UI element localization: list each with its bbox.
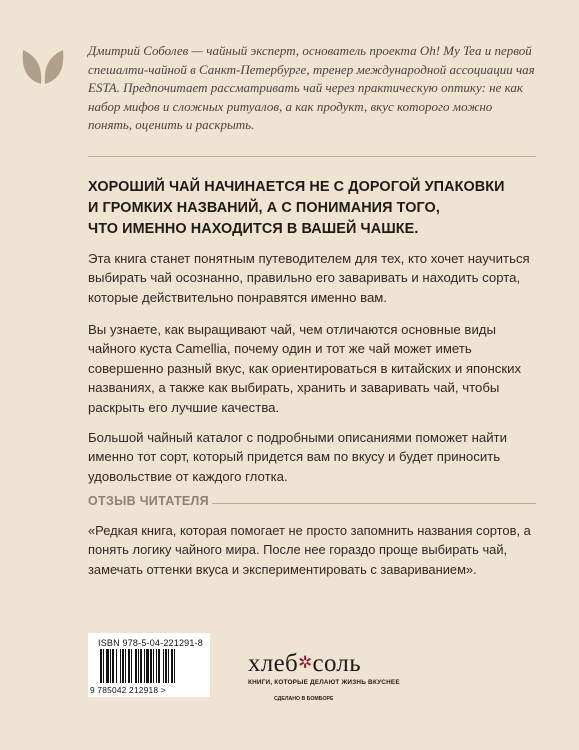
publisher-made-in: СДЕЛАНО В БОМБОРЕ: [274, 696, 334, 702]
review-heading: ОТЗЫВ ЧИТАТЕЛЯ: [88, 494, 209, 508]
review-divider: [212, 503, 536, 504]
description-paragraph-2: Вы узнаете, как выращивают чай, чем отличаются основные виды чайного куста Camellia, почему один и тот же чай может иметь совершенно разный вкус, как ориентироваться в китайских и японских названиях, а также как выбирать, хранить и заваривать чай, чтобы раскрыть его лучшие качества.: [88, 322, 522, 415]
lead-line: И ГРОМКИХ НАЗВАНИЙ, А С ПОНИМАНИЯ ТОГО,: [88, 200, 440, 216]
isbn-label: ISBN 978-5-04-221291-8: [98, 638, 203, 648]
lead-line: ЧТО ИМЕННО НАХОДИТСЯ В ВАШЕЙ ЧАШКЕ.: [88, 221, 419, 237]
publisher-logo: [248, 650, 400, 702]
publisher-mark-icon: ✲: [298, 653, 313, 672]
publisher-name: хлеб✲соль: [248, 650, 361, 677]
barcode-image: [100, 649, 198, 683]
leaf-logo-icon: [20, 44, 66, 86]
lead-text: [88, 177, 540, 240]
lead-line: ХОРОШИЙ ЧАЙ НАЧИНАЕТСЯ НЕ С ДОРОГОЙ УПАКОВКИ: [88, 179, 505, 195]
author-bio: Дмитрий Соболев — чайный эксперт, основатель проекта Oh! My Tea и первой спешалти-чайной в Санкт-Петербурге, тренер международной ассоциации чая ESTA. Предпочитает рассматривать чай через практическую оптику: не как набор мифов и сложных ритуалов, а как продукт, вкус которого можно понять, оценить и раскрыть.: [88, 43, 535, 132]
description-paragraph-1: Эта книга станет понятным путеводителем для тех, кто хочет научиться выбирать чай осознанно, правильно его заваривать и находить сорта, которые действительно понравятся именно вам.: [88, 251, 530, 305]
barcode-digits: 9 785042 212918 >: [90, 685, 166, 695]
barcode-block: [88, 633, 210, 697]
description-paragraph-3: Большой чайный каталог с подробными описаниями поможет найти именно тот сорт, который придется вам по вкусу и будет приносить удовольствие от каждого глотка.: [88, 430, 507, 484]
bio-divider: [88, 156, 536, 157]
review-quote: «Редкая книга, которая помогает не просто запомнить названия сортов, а понять логику чайного мира. После нее гораздо проще выбирать чай, замечать оттенки вкуса и экспериментировать с завариванием».: [88, 523, 531, 577]
publisher-slogan: КНИГИ, КОТОРЫЕ ДЕЛАЮТ ЖИЗНЬ ВКУСНЕЕ: [248, 679, 400, 686]
